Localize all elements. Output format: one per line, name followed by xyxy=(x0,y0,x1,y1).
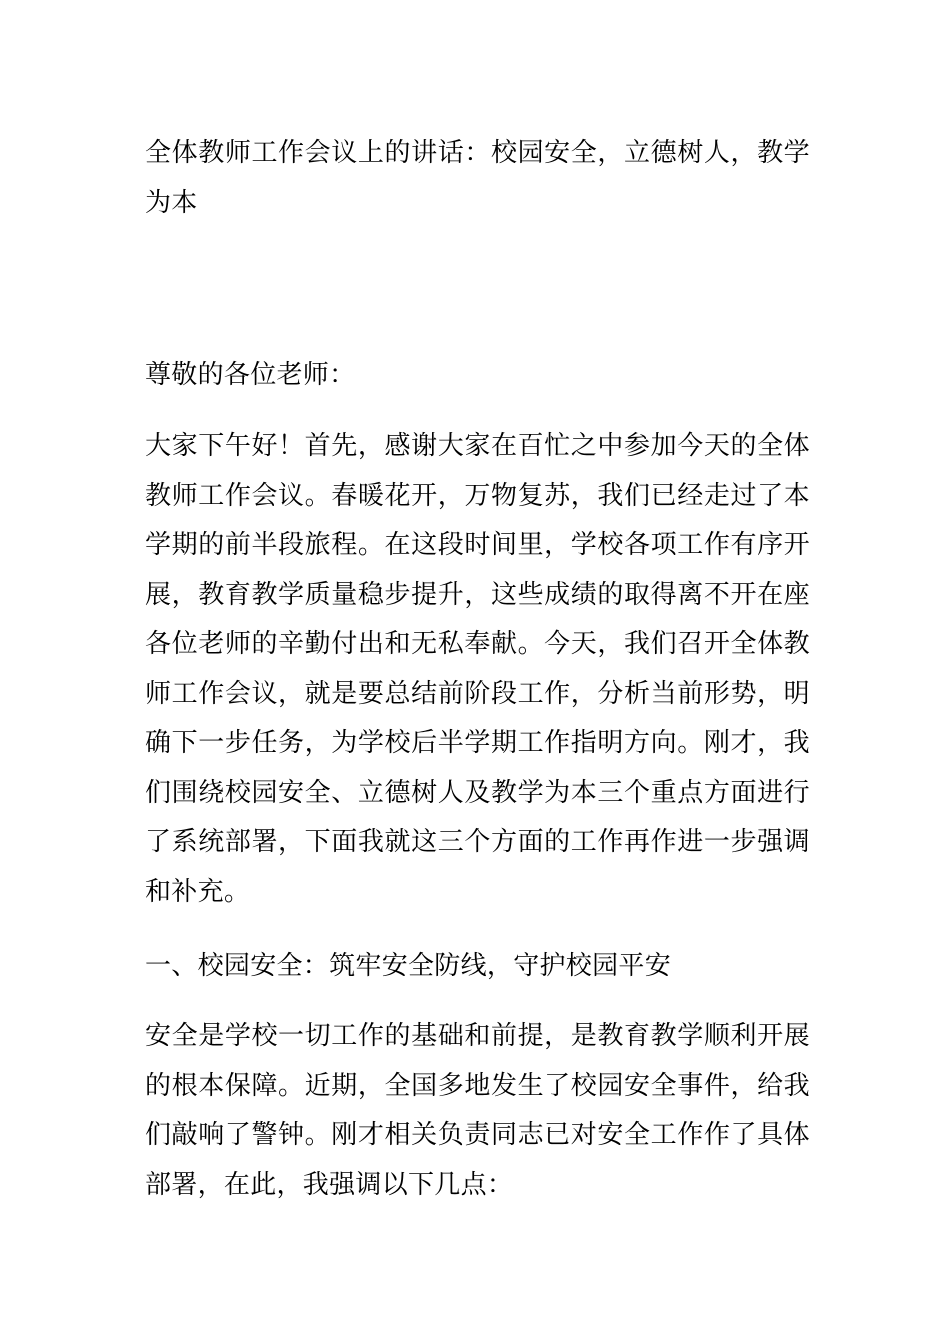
section-heading: 一、校园安全：筑牢安全防线，守护校园平安 xyxy=(145,951,672,981)
salutation: 尊敬的各位老师： xyxy=(145,360,356,390)
section-paragraph: 安全是学校一切工作的基础和前提，是教育教学顺利开展的根本保障。近期，全国多地发生了校园安全事件，给我们敲响了警钟。刚才相关负责同志已对安全工作作了具体部署，在此，我强调以下几点： xyxy=(145,1021,810,1200)
opening-paragraph: 大家下午好！首先，感谢大家在百忙之中参加今天的全体教师工作会议。春暖花开，万物复苏，我们已经走过了本学期的前半段旅程。在这段时间里，学校各项工作有序开展，教育教学质量稳步提升，这些成绩的取得离不开在座各位老师的辛勤付出和无私奉献。今天，我们召开全体教师工作会议，就是要总结前阶段工作，分析当前形势，明确下一步任务，为学校后半学期工作指明方向。刚才，我们围绕校园安全、立德树人及教学为本三个重点方面进行了系统部署，下面我就这三个方面的工作再作进一步强调和补充。 xyxy=(145,431,810,907)
document-title: 全体教师工作会议上的讲话：校园安全，立德树人，教学为本 xyxy=(145,138,810,218)
